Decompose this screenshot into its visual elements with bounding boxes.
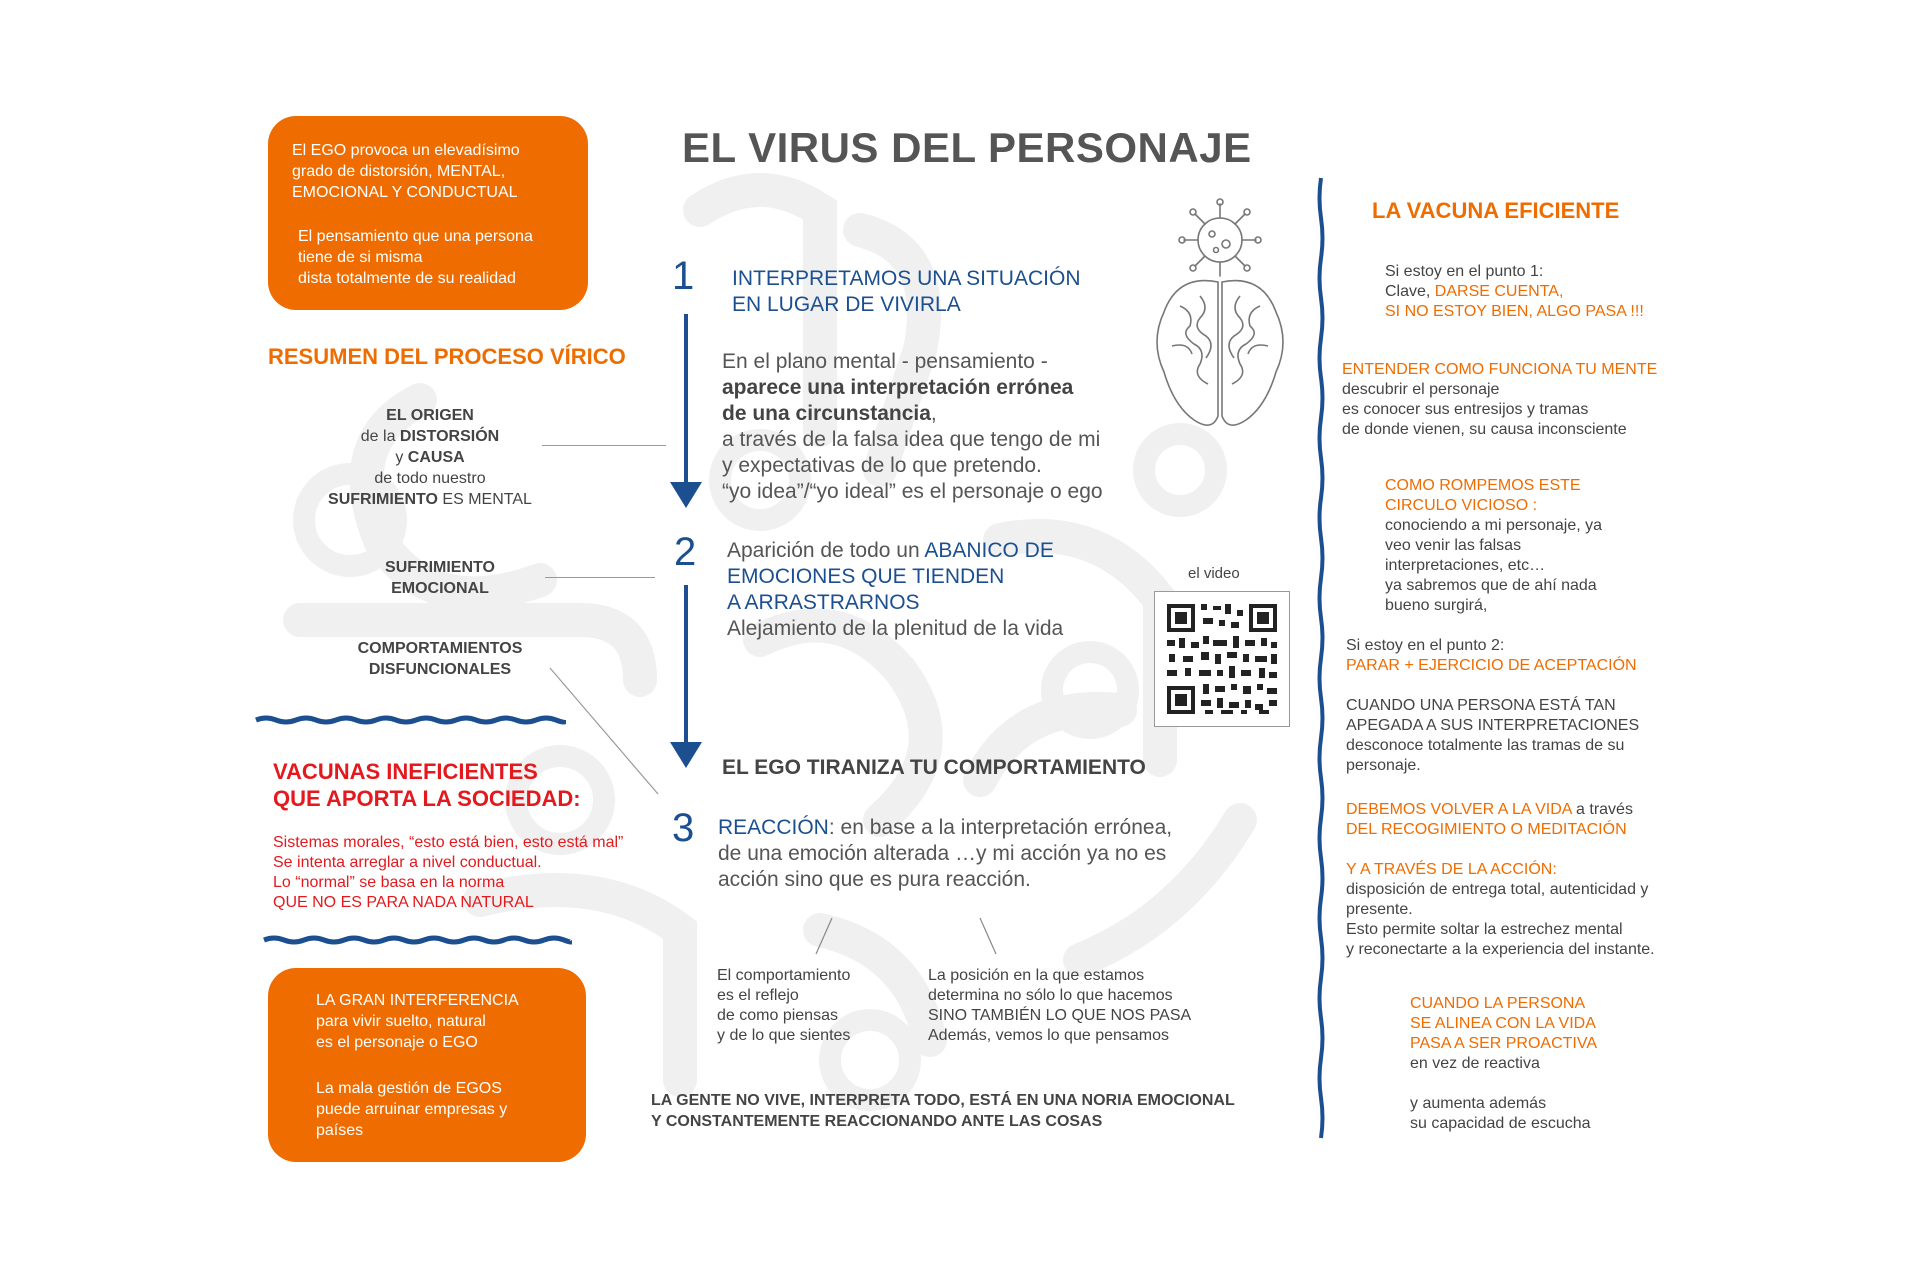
note-line: determina no sólo lo que hacemos — [928, 987, 1173, 1004]
brain-virus-icon — [1150, 196, 1290, 432]
volver-line: a través — [1571, 801, 1633, 818]
entender-line: de donde vienen, su causa inconsciente — [1342, 421, 1627, 438]
proactiva-heading: CUANDO LA PERSONA — [1410, 995, 1586, 1012]
box-line: tiene de si misma — [298, 249, 423, 266]
origen-line: y — [395, 449, 408, 466]
note-line: Además, vemos lo que pensamos — [928, 1027, 1170, 1044]
apego-line: CUANDO UNA PERSONA ESTÁ TAN — [1346, 697, 1616, 714]
apego-block — [1346, 696, 1639, 776]
step-2-body — [727, 538, 1063, 642]
sufrimiento-line: SUFRIMIENTO — [385, 559, 495, 576]
step-3-number: 3 — [672, 806, 695, 850]
step-1-line: a través de la falsa idea que tengo de mi — [722, 428, 1101, 451]
proactiva-line: y aumenta además — [1410, 1095, 1547, 1112]
romper-line: conociendo a mi personaje, ya — [1385, 517, 1603, 534]
comportamientos-line: DISFUNCIONALES — [368, 661, 512, 678]
proactiva-line: en vez de reactiva — [1410, 1055, 1540, 1072]
proactiva-heading: SE ALINEA CON LA VIDA — [1410, 1015, 1596, 1032]
heading-line: VACUNAS INEFICIENTES — [273, 759, 538, 784]
vertical-divider — [1316, 176, 1326, 1142]
step-2-line: Alejamiento de la plenitud de la vida — [727, 617, 1064, 640]
step-3-line: : en base a la interpretación errónea, — [828, 816, 1173, 839]
behavior-note — [717, 966, 850, 1046]
accion-line: presente. — [1346, 901, 1413, 918]
origen-block — [300, 405, 560, 510]
heading-line: QUE APORTA LA SOCIEDAD: — [273, 786, 581, 811]
ego-distortion-box — [268, 116, 588, 310]
punto-2-block — [1346, 636, 1637, 676]
origen-emph: SUFRIMIENTO — [328, 491, 438, 508]
proactiva-block — [1410, 994, 1597, 1134]
ego-distortion-text — [292, 140, 520, 203]
step-1-heading-line: INTERPRETAMOS UNA SITUACIÓN — [732, 267, 1081, 290]
vacunas-line: Sistemas morales, “esto está bien, esto está mal” — [273, 834, 624, 851]
proactiva-line: su capacidad de escucha — [1410, 1115, 1591, 1132]
box-line: EMOCIONAL Y CONDUCTUAL — [292, 184, 518, 201]
divider-scribble — [262, 934, 572, 946]
origen-line: de la — [360, 428, 400, 445]
box-line: LA GRAN INTERFERENCIA — [316, 992, 519, 1009]
accion-heading: Y A TRAVÉS DE LA ACCIÓN: — [1346, 861, 1557, 878]
step-1-line: aparece una interpretación errónea — [722, 376, 1074, 399]
step-2-line: EMOCIONES QUE TIENDEN — [727, 565, 1005, 588]
origen-line: ES MENTAL — [437, 491, 532, 508]
romper-circulo-block — [1385, 476, 1602, 616]
note-line: La posición en la que estamos — [928, 967, 1145, 984]
step-1-line: “yo idea”/“yo ideal” es el personaje o ego — [722, 480, 1103, 503]
entender-mente-block — [1342, 360, 1657, 440]
step-2-line: Aparición de todo un — [727, 539, 925, 562]
apego-line: personaje. — [1346, 757, 1421, 774]
note-connectors — [800, 910, 1000, 960]
apego-line: desconoce totalmente las tramas de su — [1346, 737, 1625, 754]
origen-line: EL ORIGEN — [386, 407, 474, 424]
punto-1-emph: DARSE CUENTA, — [1434, 283, 1564, 300]
step-1-line: En el plano mental - pensamiento - — [722, 350, 1048, 373]
proactiva-heading: PASA A SER PROACTIVA — [1410, 1035, 1598, 1052]
vacunas-ineficientes-list — [273, 833, 623, 913]
video-qr-code[interactable] — [1154, 591, 1290, 727]
punto-1-line: Clave, — [1385, 283, 1435, 300]
vacuna-eficiente-heading: LA VACUNA EFICIENTE — [1372, 198, 1620, 223]
comportamientos-block — [340, 638, 540, 680]
vacunas-line: QUE NO ES PARA NADA NATURAL — [273, 894, 534, 911]
step-1-heading — [732, 266, 1080, 318]
footer-statement — [651, 1090, 1235, 1132]
interference-box — [268, 968, 586, 1162]
vacunas-ineficientes-heading — [273, 758, 581, 812]
self-thought-text — [298, 226, 533, 289]
step-1-line: de una circunstancia — [722, 402, 931, 425]
romper-heading: COMO ROMPEMOS ESTE — [1385, 477, 1581, 494]
note-line: y de lo que sientes — [717, 1027, 851, 1044]
vacunas-line: Se intenta arreglar a nivel conductual. — [273, 854, 542, 871]
box-line: La mala gestión de EGOS — [316, 1080, 502, 1097]
sufrimiento-block — [350, 557, 530, 599]
romper-heading: CIRCULO VICIOSO : — [1385, 497, 1538, 514]
accion-line: y reconectarte a la experiencia del instante. — [1346, 941, 1655, 958]
step-1-number: 1 — [672, 254, 695, 298]
ego-management-text — [316, 1078, 507, 1141]
video-label: el video — [1188, 565, 1240, 582]
footer-line: Y CONSTANTEMENTE REACCIONANDO ANTE LAS COSAS — [651, 1113, 1103, 1130]
step-2-line: A ARRASTRARNOS — [727, 591, 920, 614]
box-line: para vivir suelto, natural — [316, 1013, 486, 1030]
box-line: grado de distorsión, MENTAL, — [292, 163, 506, 180]
step-2-number: 2 — [674, 530, 697, 574]
sufrimiento-line: EMOCIONAL — [391, 580, 489, 597]
entender-line: es conocer sus entresijos y tramas — [1342, 401, 1589, 418]
punto-1-block — [1385, 262, 1644, 322]
step-1-line: , — [930, 402, 937, 425]
step-3-line: de una emoción alterada …y mi acción ya no es — [718, 842, 1167, 865]
accion-block — [1346, 860, 1655, 960]
qr-code-icon — [1155, 592, 1289, 726]
vacunas-line: Lo “normal” se basa en la norma — [273, 874, 505, 891]
note-line: SINO TAMBIÉN LO QUE NOS PASA — [928, 1007, 1192, 1024]
romper-line: bueno surgirá, — [1385, 597, 1488, 614]
step-3-line: acción sino que es pura reacción. — [718, 868, 1031, 891]
origen-emph: CAUSA — [407, 449, 465, 466]
origen-line: de todo nuestro — [374, 470, 486, 487]
connector-line — [545, 577, 655, 578]
punto-1-line: Si estoy en el punto 1: — [1385, 263, 1544, 280]
apego-line: APEGADA A SUS INTERPRETACIONES — [1346, 717, 1640, 734]
comportamientos-line: COMPORTAMIENTOS — [357, 640, 523, 657]
box-line: El pensamiento que una persona — [298, 228, 533, 245]
romper-line: interpretaciones, etc… — [1385, 557, 1546, 574]
punto-2-line: Si estoy en el punto 2: — [1346, 637, 1505, 654]
step-3-body — [718, 815, 1172, 893]
accion-line: disposición de entrega total, autenticidad y — [1346, 881, 1649, 898]
origen-emph: DISTORSIÓN — [399, 428, 500, 445]
interference-text — [316, 990, 519, 1053]
box-line: dista totalmente de su realidad — [298, 270, 516, 287]
step-1-line: y expectativas de lo que pretendo. — [722, 454, 1042, 477]
step-1-heading-line: EN LUGAR DE VIVIRLA — [732, 293, 961, 316]
romper-line: ya sabremos que de ahí nada — [1385, 577, 1597, 594]
step-2-emph: ABANICO DE — [924, 539, 1054, 562]
note-line: es el reflejo — [717, 987, 799, 1004]
divider-scribble — [254, 714, 566, 726]
volver-emph: DEBEMOS VOLVER A LA VIDA — [1346, 801, 1572, 818]
note-line: de como piensas — [717, 1007, 838, 1024]
entender-heading: ENTENDER COMO FUNCIONA TU MENTE — [1342, 361, 1658, 378]
box-line: es el personaje o EGO — [316, 1034, 478, 1051]
position-note — [928, 966, 1191, 1046]
volver-vida-block — [1346, 800, 1633, 840]
box-line: puede arruinar empresas y — [316, 1101, 508, 1118]
connector-line — [542, 445, 666, 446]
romper-line: veo venir las falsas — [1385, 537, 1522, 554]
page-title: EL VIRUS DEL PERSONAJE — [682, 124, 1252, 171]
footer-line: LA GENTE NO VIVE, INTERPRETA TODO, ESTÁ EN UNA NORIA EMOCIONAL — [651, 1092, 1235, 1109]
punto-1-line: SI NO ESTOY BIEN, ALGO PASA !!! — [1385, 303, 1644, 320]
accion-line: Esto permite soltar la estrechez mental — [1346, 921, 1623, 938]
punto-2-line: PARAR + EJERCICIO DE ACEPTACIÓN — [1346, 657, 1637, 674]
resumen-heading: RESUMEN DEL PROCESO VÍRICO — [268, 344, 626, 369]
box-line: El EGO provoca un elevadísimo — [292, 142, 520, 159]
note-line: El comportamiento — [717, 967, 851, 984]
step-3-emph: REACCIÓN — [718, 816, 829, 839]
box-line: países — [316, 1122, 364, 1139]
entender-line: descubrir el personaje — [1342, 381, 1500, 398]
volver-line: DEL RECOGIMIENTO O MEDITACIÓN — [1346, 821, 1627, 838]
ego-tyrannizes-heading: EL EGO TIRANIZA TU COMPORTAMIENTO — [722, 756, 1146, 779]
step-1-body — [722, 349, 1103, 505]
